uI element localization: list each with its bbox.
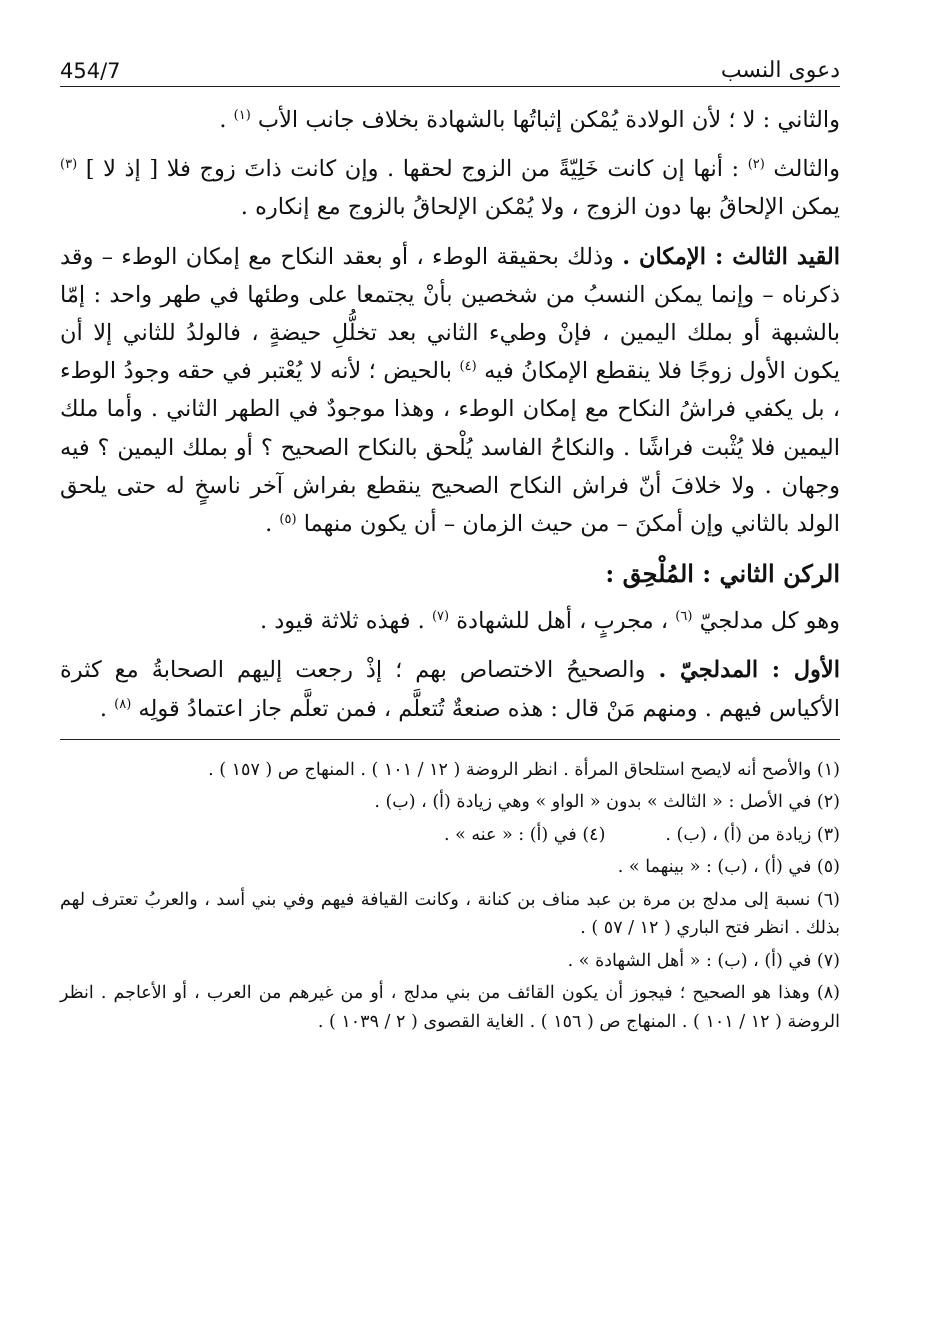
text-run: : أنها إن كانت خَلِيّةً من الزوج لحقها . وإن كانت ذاتَ زوج فلا [ إذ لا ] — [85, 156, 748, 183]
main-text — [60, 101, 840, 1036]
footnote-1: (١) والأصح أنه لايصح استلحاق المرأة . انظر الروضة ( ١٢ / ١٠١ ) . المنهاج ص ( ١٥٧ ) . — [208, 759, 840, 780]
paragraph-third-opinion — [60, 150, 840, 226]
footnote-row — [60, 821, 840, 850]
text-run: . — [99, 695, 115, 722]
text-run: . — [219, 107, 234, 133]
paragraph-second-opinion — [60, 101, 840, 139]
footnote-ref[interactable]: (٨) — [114, 696, 132, 712]
text-run: يمكن الإلحاقُ بها دون الزوج ، ولا يُمْكن الإلحاقُ بالزوج مع إنكاره . — [240, 194, 840, 221]
footnote-ref[interactable]: (٥) — [279, 512, 297, 528]
paragraph-conditions — [60, 602, 840, 640]
footnote-ref[interactable]: (١) — [233, 108, 251, 123]
footnote-2: (٢) في الأصل : « الثالث » بدون « الواو » وهي زيادة (أ) ، (ب) . — [374, 792, 840, 813]
footnote-ref[interactable]: (٧) — [431, 609, 450, 625]
section-heading: الركن الثاني : المُلْحِق : — [605, 559, 840, 589]
running-header — [60, 52, 840, 87]
paragraph-third-condition — [60, 238, 840, 544]
book-page — [60, 52, 840, 1312]
text-run: والصحيحُ الاختصاص بهم ؛ إذْ رجعت إليهم الصحابةُ مع كثرة الأكياس فيهم . ومنهم مَنْ قال : هذه صنعةٌ تُتعلَّم ، فمن تعلَّم جاز اعتمادُ قولِه — [60, 657, 840, 722]
text-run: وذلك بحقيقة الوطء ، أو بعقد النكاح مع إمكان الوطء – وقد ذكرناه – وإنما يمكن النسبُ من شخصين بأنْ يجتمعا على وطئها في طهر واحد : إمّا بالشبهة أو بملك اليمين ، فإنْ وطيء الثاني بعد تخلُّلِ حيضةٍ ، فالولدُ للثاني إلا أن يكون الأول زوجًا فلا ينقطع الإمكانُ فيه — [60, 243, 841, 385]
text-run: . فهذه ثلاثة قيود . — [259, 608, 432, 635]
text-run: وهو كل مدلجيّ — [699, 608, 840, 635]
text-run: بالحيض ؛ لأنه لا يُعْتبر في حقه وجودُ الوطء ، بل يكفي فراشُ النكاح مع إمكان الوطء ، وهذا موجودٌ في الطهر الثاني . وأما ملك اليمين فلا يُثْبت فراشًا . والنكاحُ الفاسد يُلْحق بالنكاح الصحيح ؟ أو بملك اليمين ؟ فيه وجهان . ولا خلافَ أنّ فراش النكاح الصحيح ينقطع بفراش آخر ناسخٍ له حتى يلحق الولد بالثاني وإن أمكنَ – من حيث الزمان – أن يكون منهما — [60, 358, 840, 538]
running-title: دعوى النسب — [720, 58, 840, 83]
footnote-6: (٦) نسبة إلى مدلج بن مرة بن عبد مناف بن كنانة ، وكانت القيافة فيهم وفي بني أسد ، والعربُ تعترف لهم بذلك . انظر فتح الباري ( ١٢ / ٥٧ ) . — [60, 889, 840, 939]
footnote-8: (٨) وهذا هو الصحيح ؛ فيجوز أن يكون القائف من بني مدلج ، أو من غيرهم من العرب ، أو الأعاجم . انظر الروضة ( ١٢ / ١٠١ ) . المنهاج ص ( ١٥٦ ) . الغاية القصوى ( ٢ / ١٠٣٩ ) . — [60, 983, 840, 1032]
footnote-ref[interactable]: (٦) — [675, 609, 693, 625]
footnote-ref[interactable]: (٣) — [60, 157, 78, 173]
text-run: والثاني : لا ؛ لأن الولادة يُمْكن إثباتُها بالشهادة بخلاف جانب الأب — [257, 107, 840, 133]
footnote-3: (٣) زيادة من (أ) ، (ب) . — [665, 824, 840, 845]
text-run: . — [265, 511, 280, 538]
inline-heading: الأول : المدلجيّ . — [658, 657, 840, 684]
footnotes — [60, 756, 840, 1037]
footnote-separator — [60, 739, 840, 740]
footnote-ref[interactable]: (٢) — [747, 157, 765, 173]
paragraph-first-condition — [60, 651, 840, 727]
footnote-7: (٧) في (أ) ، (ب) : « أهل الشهادة » . — [567, 950, 840, 971]
footnote-4: (٤) في (أ) : « عنه » . — [443, 824, 606, 845]
footnote-5: (٥) في (أ) ، (ب) : « بينهما » . — [617, 857, 840, 878]
text-run: ، مجربٍ ، أهل للشهادة — [456, 608, 676, 635]
text-run: والثالث — [773, 156, 840, 183]
page-number: 454/7 — [60, 59, 121, 83]
footnote-ref[interactable]: (٤) — [459, 359, 477, 375]
inline-heading: القيد الثالث : الإمكان . — [622, 243, 841, 270]
